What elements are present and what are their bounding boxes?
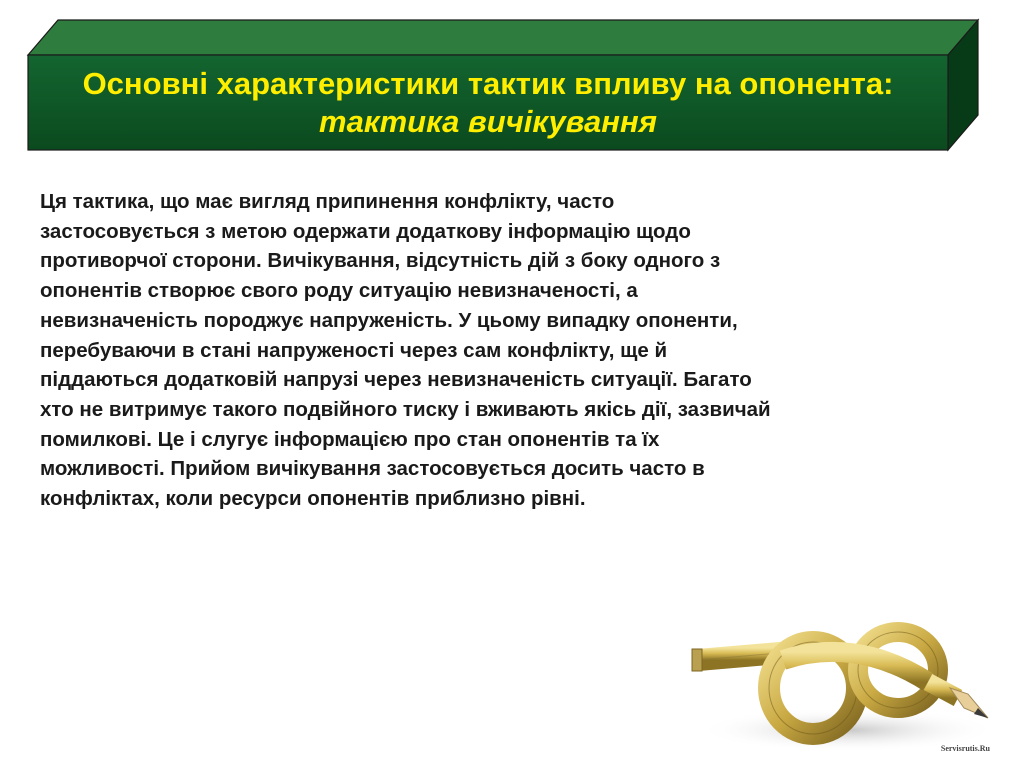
- body-line: опонентів створює свого роду ситуацію невизначеності, а: [40, 279, 638, 303]
- body-line: противорчої сторони. Вичікування, відсутність дій з боку одного з: [40, 249, 721, 273]
- body-line: помилкові. Це і слугує інформацією про стан опонентів та їх: [40, 427, 660, 451]
- slide-subtitle: тактика вичікування: [319, 103, 657, 139]
- body-line: невизначеність породжує напруженість. У цьому випадку опоненти,: [40, 308, 738, 332]
- knotted-pencil-icon: [688, 590, 1008, 760]
- body-line: Ця тактика, що має вигляд припинення конфлікту, часто: [40, 190, 615, 213]
- body-line: хто не витримує такого подвійного тиску і вживають якісь дії, зазвичай: [40, 397, 771, 421]
- body-paragraph: [40, 187, 970, 514]
- title-box-top: [28, 20, 978, 55]
- body-line: перебуваючи в стані напруженості через сам конфлікту, ще й: [40, 338, 668, 362]
- body-line: піддаються додатковій напрузі через невизначеність ситуації. Багато: [40, 368, 752, 392]
- slide-title: Основні характеристики тактик впливу на опонента:: [82, 65, 894, 101]
- watermark: Servisrutis.Ru: [940, 744, 990, 753]
- body-line: можливості. Прийом вичікування застосовується досить часто в: [40, 457, 705, 481]
- body-line: конфліктах, коли ресурси опонентів приблизно рівні.: [40, 487, 586, 511]
- title-box: [28, 55, 948, 150]
- body-line: застосовується з метою одержати додаткову інформацію щодо: [40, 219, 691, 243]
